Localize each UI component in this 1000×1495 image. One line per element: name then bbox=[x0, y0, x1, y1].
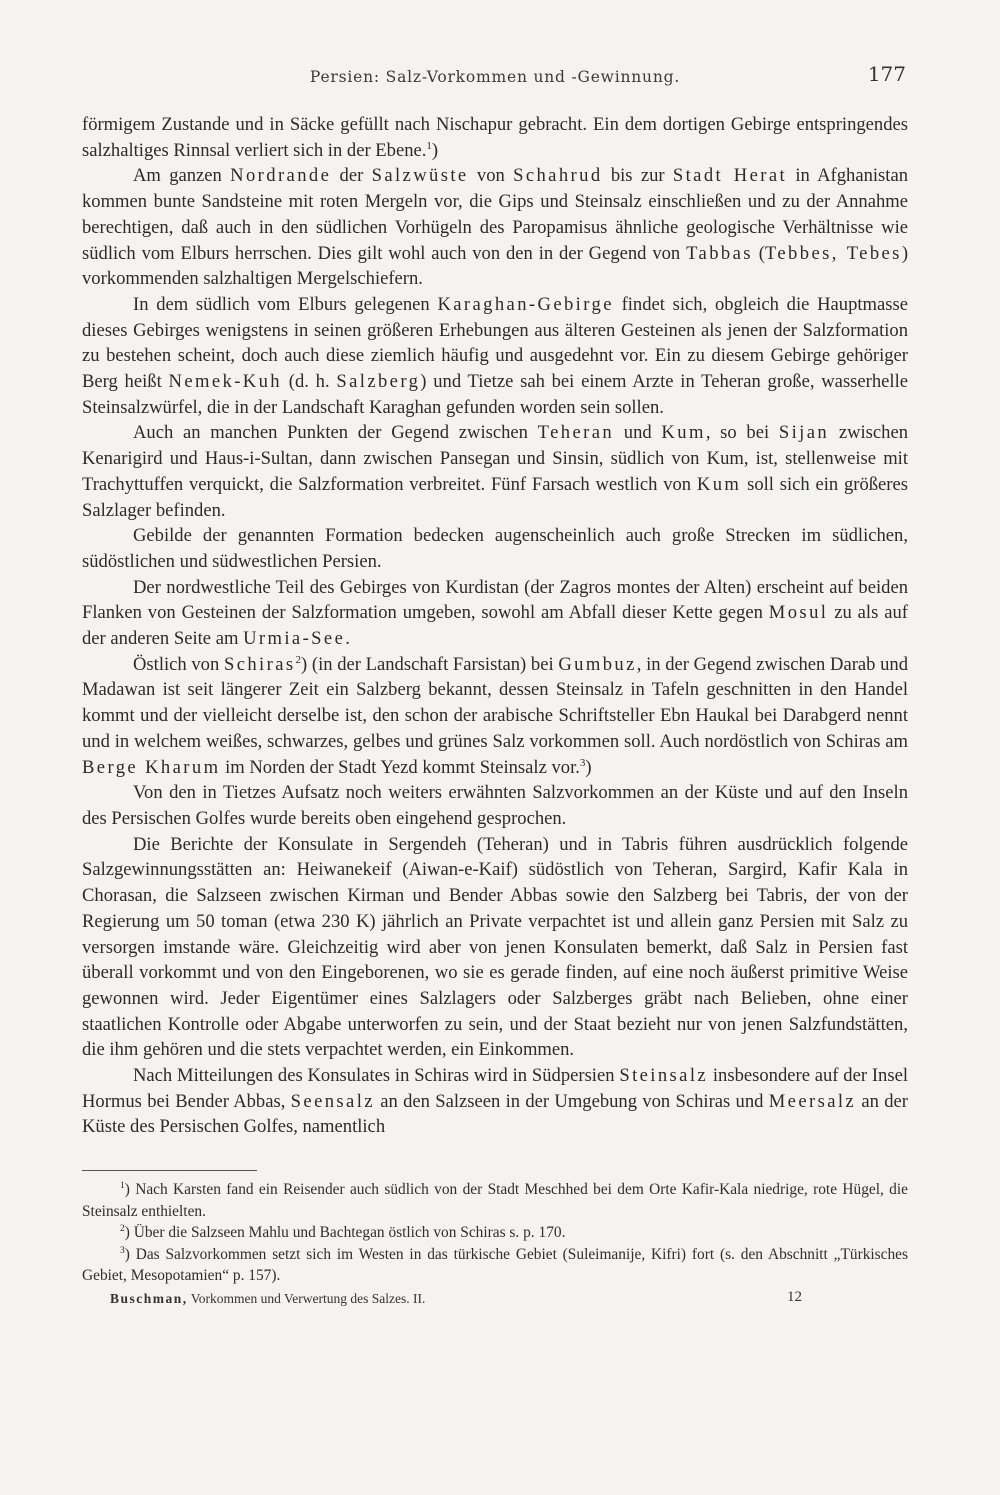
text-run: an den Salzseen in der Umgebung von Schiras und bbox=[374, 1090, 769, 1112]
signature-author: Buschman, bbox=[110, 1290, 188, 1306]
text-run: , in der Gegend zwischen Darab und Madawan ist seit längerer Zeit ein Salzberg bekannt, dessen Steinsalz in Tafeln geschnitten in den Handel kommt und der vielleicht derselbe ist, den schon der arabische Schriftsteller Ebn Haukal bei Darabgerd nennt und in welchem weißes, schwarzes, gelbes und grünes Salz vorkommen soll. Auch nordöstlich von Schiras am bbox=[82, 653, 909, 752]
spaced-term: Kum bbox=[696, 473, 742, 495]
spaced-term: Stadt Herat bbox=[672, 165, 788, 187]
text-run: ( bbox=[752, 242, 765, 264]
footnotes bbox=[82, 1179, 908, 1287]
footnote-text: ) Das Salzvorkommen setzt sich im Westen in das türkische Gebiet (Suleimanije, Kifri) fort (s. den Abschnitt „Türkisches Gebiet, Mesopotamien“ p. 157). bbox=[82, 1245, 908, 1285]
spaced-term: Teheran bbox=[537, 422, 615, 444]
body-text bbox=[82, 112, 908, 1140]
footnote-1 bbox=[82, 1179, 908, 1222]
paragraph-10 bbox=[82, 1063, 908, 1140]
spaced-term: Schahrud bbox=[513, 165, 603, 187]
text-run: Gebilde der genannten Formation bedecken augenscheinlich auch große Strecken im südlichen, südöstlichen und südwestlichen Persien. bbox=[82, 525, 908, 572]
running-head bbox=[82, 62, 908, 92]
footnote-text: ) Über die Salzseen Mahlu und Bachtegan östlich von Schiras s. p. 170. bbox=[124, 1224, 566, 1242]
text-run: findet sich, obgleich die Hauptmasse dieses Gebirges wenigstens in seinen größeren Erhebungen aus älteren Gesteinen als jenen der Salzformation zu bestehen scheint, doch auch diese ziemlich häufig und ausgedehnt vor. Ein zu diesem Gebirge gehöriger Berg heißt bbox=[82, 293, 908, 393]
spaced-term: Nemek-Kuh bbox=[168, 371, 283, 393]
text-run: , so bei bbox=[705, 422, 779, 444]
text-run: ) und Tietze sah bei einem Arzte in Teheran große, wasserhelle Steinsalzwürfel, die in der Landschaft Karaghan gefunden worden sein sollen. bbox=[82, 371, 908, 418]
signature-line bbox=[82, 1289, 908, 1311]
paragraph-7 bbox=[82, 652, 908, 781]
spaced-term: Meersalz bbox=[768, 1090, 857, 1112]
paragraph-1 bbox=[82, 112, 908, 163]
spaced-term: Salzberg bbox=[336, 371, 421, 393]
spaced-term: Sijan bbox=[778, 422, 830, 444]
text-run: Der nordwestliche Teil des Gebirges von Kurdistan (der Zagros montes der Alten) erscheint auf beiden Flanken von Gesteinen der Salzformation umgeben, sowohl am Abfall dieser Kette gegen bbox=[82, 576, 908, 624]
text-run: zu als auf der anderen Seite am bbox=[82, 602, 908, 650]
text-run: ) (in der Landschaft Farsistan) bei bbox=[301, 653, 559, 675]
paragraph-9 bbox=[82, 832, 908, 1063]
text-run: In dem südlich vom Elburs gelegenen bbox=[133, 293, 438, 315]
text-run: Von den in Tietzes Aufsatz noch weiters erwähnten Salzvorkommen an der Küste und auf den Inseln des Persischen Golfes wurde bereits oben eingehend gesprochen. bbox=[82, 782, 908, 829]
spaced-term: Gumbuz bbox=[558, 653, 637, 675]
spaced-term: Salzwüste bbox=[371, 165, 469, 187]
spaced-term: Schiras bbox=[223, 653, 296, 675]
text-run: förmigem Zustande und in Säcke gefüllt nach Nischapur gebracht. Ein dem dortigen Gebirge entspringendes salzhaltiges Rinnsal verliert sich in der Ebene. bbox=[82, 114, 908, 161]
footnote-3 bbox=[82, 1244, 908, 1287]
footnote-mark: 2 bbox=[120, 1224, 125, 1234]
spaced-term: Nordrande bbox=[230, 165, 332, 187]
footnote-mark: 3 bbox=[120, 1245, 125, 1256]
spaced-term: Kum bbox=[661, 422, 706, 444]
text-run: insbesondere auf der Insel Hormus bei Bender Abbas, bbox=[82, 1065, 908, 1112]
text-run: bis zur bbox=[602, 165, 673, 187]
text-run: Auch an manchen Punkten der Gegend zwischen bbox=[133, 422, 538, 444]
text-run: in Afghanistan kommen bunte Sandsteine mit roten Mergeln vor, die Gips und Steinsalz einschließen und zu der Annahme berechtigen, daß auch in den südlichen Vorhügeln des Paropamisus ähnliche geologische Verhältnisse wie südlich vom Elburs herrschen. Dies gilt wohl auch von den in der Gegend von bbox=[82, 165, 909, 264]
text-run: der bbox=[331, 165, 372, 187]
text-run: . bbox=[345, 628, 350, 650]
spaced-term: Tabbas bbox=[686, 242, 753, 264]
footnote-ref-3: 3 bbox=[579, 756, 586, 769]
text-run: Nach Mitteilungen des Konsulates in Schiras wird in Südpersien bbox=[133, 1065, 620, 1087]
paragraph-3 bbox=[82, 292, 908, 421]
spaced-term: Urmia-See bbox=[243, 628, 346, 650]
signature-work: Vorkommen und Verwertung des Salzes. II. bbox=[187, 1290, 426, 1306]
footnote-divider bbox=[82, 1170, 257, 1171]
signature-title bbox=[110, 1291, 425, 1307]
text-run: soll sich ein größeres Salzlager befinden. bbox=[82, 473, 908, 521]
book-page bbox=[82, 62, 908, 1311]
footnote-mark: 1 bbox=[120, 1181, 125, 1191]
text-run: ) bbox=[585, 756, 592, 778]
spaced-term: Steinsalz bbox=[619, 1065, 709, 1087]
footnote-ref-2: 2 bbox=[295, 653, 302, 666]
text-run: zwischen Kenarigird und Haus-i-Sultan, dann zwischen Pansegan und Sinsin, südlich von Kum, ist, stellenweise mit Trachyttuffen verquickt, die Salzformation verbreitet. Fünf Farsach westlich von bbox=[82, 422, 909, 495]
text-run: Am ganzen bbox=[133, 165, 231, 187]
spaced-term: Karaghan-Gebirge bbox=[437, 293, 614, 315]
spaced-term: Berge Kharum bbox=[82, 756, 221, 778]
spaced-term: Tebbes, Tebes bbox=[764, 242, 902, 264]
paragraph-2 bbox=[82, 163, 908, 292]
footnote-ref-1: 1 bbox=[426, 139, 432, 152]
text-run: und bbox=[614, 422, 662, 444]
page-number: 177 bbox=[867, 62, 906, 86]
text-run: im Norden der Stadt Yezd kommt Steinsalz vor. bbox=[220, 756, 580, 778]
paragraph-8 bbox=[82, 780, 908, 831]
text-run: von bbox=[468, 165, 514, 187]
paragraph-6 bbox=[82, 575, 908, 652]
text-run: ) vorkommenden salzhaltigen Mergelschiefern. bbox=[82, 242, 909, 290]
paragraph-5 bbox=[82, 523, 908, 574]
footnote-2 bbox=[82, 1222, 908, 1244]
footnote-text: ) Nach Karsten fand ein Reisender auch südlich von der Stadt Meschhed bei dem Orte Kafir-Kala niedrige, rote Hügel, die Steinsalz enthielten. bbox=[82, 1181, 908, 1220]
text-run: (d. h. bbox=[282, 371, 337, 393]
text-run: an der Küste des Persischen Golfes, namentlich bbox=[82, 1090, 908, 1138]
sheet-number: 12 bbox=[787, 1288, 802, 1305]
text-run: Die Berichte der Konsulate in Sergendeh (Teheran) und in Tabris führen ausdrücklich folgende Salzgewinnungsstätten an: Heiwanekeif (Aiwan-e-Kaif) südöstlich von Teheran, Sargird, Kafir Kala in Chorasan, die Salzseen zwischen Kirman und Bender Abbas sowie den Salzberg bei Tabris, der von der Regierung um 50 toman (etwa 230 K) jährlich an Private verpachtet ist und allein ganz Persien mit Salz zu versorgen imstande wäre. Gleichzeitig wird aber von jenen Konsulaten bemerkt, daß Salz in Persien fast überall vorkommt und von den Eingeborenen, wo sie es gerade finden, auf eine noch äußerst primitive Weise gewonnen wird. Jeder Eigentümer eines Salzlagers oder Salzberges gräbt nach Belieben, ohne einer staatlichen Kontrolle oder Abgabe unterworfen zu sein, und der Staat bezieht nur von jenen Salzfundstätten, die ihm gehören und die stets verpachtet werden, ein Einkommen. bbox=[82, 833, 908, 1061]
spaced-term: Seensalz bbox=[290, 1090, 375, 1112]
paragraph-4 bbox=[82, 420, 908, 523]
running-title: Persien: Salz-Vorkommen und -Gewinnung. bbox=[309, 68, 681, 86]
text-run: ) bbox=[431, 139, 439, 161]
spaced-term: Mosul bbox=[768, 602, 829, 624]
text-run: Östlich von bbox=[133, 653, 224, 675]
